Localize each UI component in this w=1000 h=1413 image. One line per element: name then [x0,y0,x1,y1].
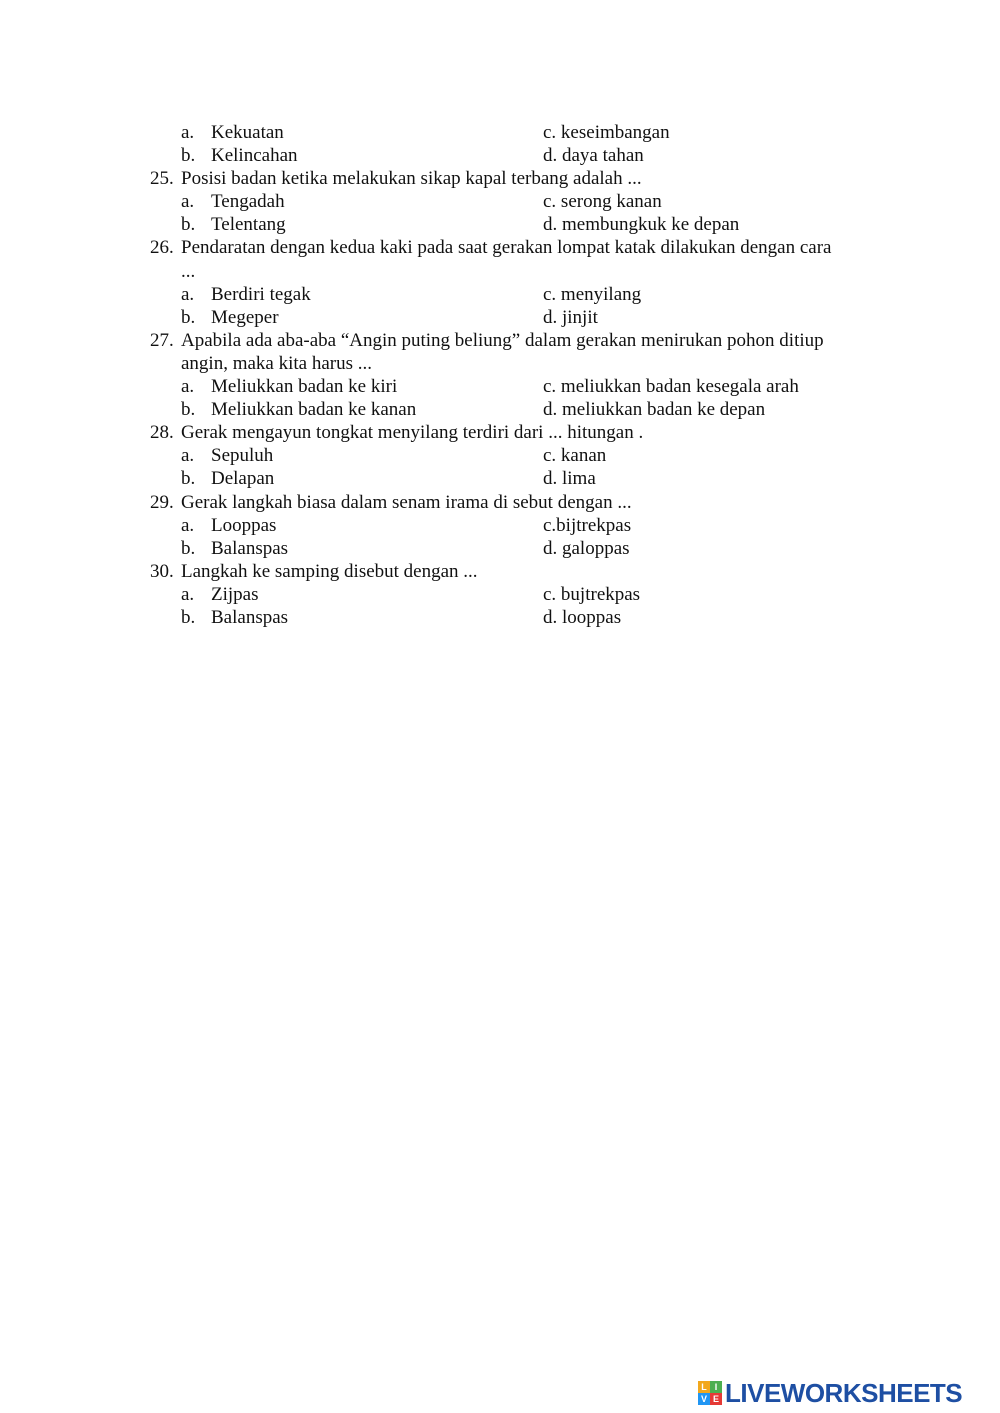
options-line [150,190,880,213]
question-continuation-line [150,260,880,283]
question-line [150,329,880,352]
question-number: 26. [150,237,174,259]
question-number: 27. [150,329,174,351]
answer-option [181,190,285,213]
answer-option [181,375,397,398]
option-text: Sepuluh [211,445,274,467]
option-letter: a. [181,514,195,536]
question-continuation-line [150,352,880,375]
options-line [150,213,880,236]
liveworksheets-logo-icon [698,1381,722,1405]
options-line [150,537,880,560]
option-text: Meliukkan badan ke kiri [211,376,398,398]
option-text: Zijpas [211,583,259,605]
liveworksheets-logo [698,1380,962,1406]
options-line [150,467,880,490]
options-line [150,144,880,167]
question-number: 29. [150,491,174,513]
option-letter: a. [181,583,195,605]
answer-option: d. galoppas [543,537,630,559]
option-text: Tengadah [211,191,285,213]
option-letter: a. [181,122,195,143]
option-letter: a. [181,283,195,305]
question-text-continuation: ... [181,260,196,282]
answer-option [181,583,259,606]
question-text: Langkah ke samping disebut dengan ... [181,560,478,582]
options-line [150,283,880,306]
answer-option: d. jinjit [543,306,598,328]
option-text: Delapan [211,468,275,490]
answer-option [181,444,273,467]
option-text: Balanspas [211,537,289,559]
answer-option [181,537,288,560]
question-text: Gerak mengayun tongkat menyilang terdiri dari ... hitungan . [181,422,644,444]
answer-option [181,144,298,167]
option-text: Kekuatan [211,122,284,143]
answer-option [181,514,276,537]
answer-option: c. menyilang [543,283,642,305]
option-letter: b. [181,606,196,628]
options-line [150,583,880,606]
answer-option: c.bijtrekpas [543,514,632,536]
option-text: Kelincahan [211,145,298,167]
option-letter: a. [181,445,195,467]
answer-option: d. meliukkan badan ke depan [543,399,766,421]
answer-option: d. lima [543,468,596,490]
logo-tile-l: L [698,1381,710,1393]
options-line [150,444,880,467]
question-line [150,560,880,583]
answer-option: d. looppas [543,606,622,628]
option-text: Telentang [211,214,286,236]
answer-option: c. keseimbangan [543,122,670,143]
options-line [150,606,880,629]
options-line [150,398,880,421]
question-text: Gerak langkah biasa dalam senam irama di sebut dengan ... [181,491,632,513]
question-number: 28. [150,422,174,444]
answer-option: c. meliukkan badan kesegala arah [543,376,799,398]
question-text-continuation: angin, maka kita harus ... [181,352,373,374]
option-text: Meliukkan badan ke kanan [211,399,417,421]
logo-tile-i: I [710,1381,722,1393]
option-letter: a. [181,376,195,398]
options-line [150,375,880,398]
option-text: Megeper [211,306,279,328]
answer-option: d. membungkuk ke depan [543,214,740,236]
question-text: Posisi badan ketika melakukan sikap kapal terbang adalah ... [181,168,642,190]
answer-option: d. daya tahan [543,145,644,167]
answer-option [181,283,311,306]
answer-option [181,121,284,144]
option-letter: b. [181,214,196,236]
question-text: Pendaratan dengan kedua kaki pada saat gerakan lompat katak dilakukan dengan cara [181,237,832,259]
logo-tile-v: V [698,1393,710,1405]
answer-option [181,606,288,629]
option-letter: b. [181,468,196,490]
answer-option [181,398,416,421]
answer-option: c. serong kanan [543,191,662,213]
option-letter: b. [181,537,196,559]
question-list [150,121,880,629]
answer-option [181,306,279,329]
answer-option: c. kanan [543,445,607,467]
question-line [150,491,880,514]
question-number: 30. [150,560,174,582]
logo-tile-e: E [710,1393,722,1405]
option-text: Berdiri tegak [211,283,311,305]
option-letter: a. [181,191,195,213]
option-letter: b. [181,145,196,167]
question-line [150,421,880,444]
question-text: Apabila ada aba-aba “Angin puting beliung” dalam gerakan menirukan pohon ditiup [181,329,824,351]
option-text: Balanspas [211,606,289,628]
question-number: 25. [150,168,174,190]
option-text: Looppas [211,514,277,536]
answer-option [181,467,274,490]
options-line [150,514,880,537]
question-line [150,167,880,190]
option-letter: b. [181,306,196,328]
answer-option: c. bujtrekpas [543,583,641,605]
option-letter: b. [181,399,196,421]
liveworksheets-logo-text: LIVEWORKSHEETS [725,1378,963,1408]
options-line [150,121,880,144]
answer-option [181,213,286,236]
options-line [150,306,880,329]
question-line [150,236,880,259]
